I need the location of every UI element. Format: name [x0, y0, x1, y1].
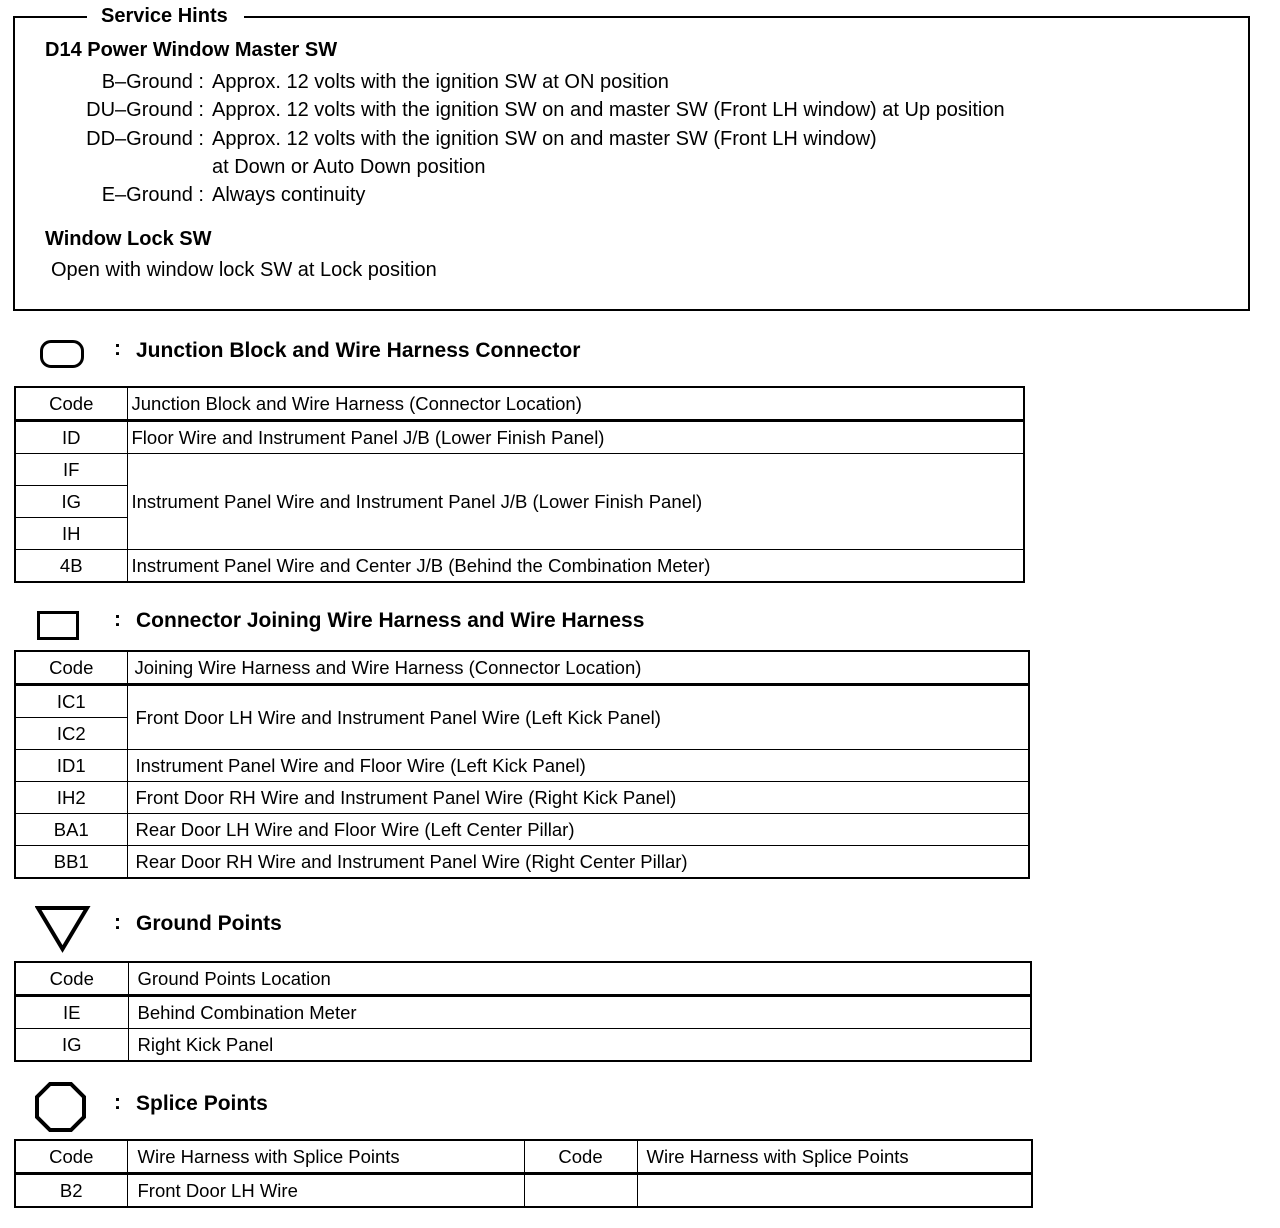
table-row [15, 1174, 1032, 1208]
colon: : [114, 911, 121, 934]
header-code: Code [15, 387, 127, 421]
header-location: Junction Block and Wire Harness (Connector Location) [127, 387, 1024, 421]
table-header [15, 387, 1024, 421]
header-code: Code [15, 1140, 127, 1174]
desc-cell: Right Kick Panel [128, 1029, 1031, 1062]
table-row [15, 454, 1024, 486]
colon: : [114, 608, 121, 631]
header-code: Code [15, 962, 128, 996]
desc-cell: Instrument Panel Wire and Center J/B (Behind the Combination Meter) [127, 550, 1024, 583]
component-title: D14 Power Window Master SW [45, 39, 338, 61]
desc-cell: Instrument Panel Wire and Instrument Panel J/B (Lower Finish Panel) [127, 454, 1024, 550]
service-hints-title: Service Hints [87, 5, 244, 28]
table-row [15, 782, 1029, 814]
table-row [15, 421, 1024, 454]
table-row [15, 685, 1029, 718]
code-cell: 4B [15, 550, 127, 583]
hint-text-continued: at Down or Auto Down position [212, 156, 486, 178]
hint-text: Approx. 12 volts with the ignition SW at ON position [212, 71, 669, 93]
hint-label: B–Ground : [101, 71, 204, 93]
code-cell: BA1 [15, 814, 127, 846]
octagon-icon [34, 1081, 88, 1133]
desc-cell: Rear Door LH Wire and Floor Wire (Left Center Pillar) [127, 814, 1029, 846]
table-row [15, 550, 1024, 583]
table-header [15, 651, 1029, 685]
header-location: Ground Points Location [128, 962, 1031, 996]
junction-section-title: Junction Block and Wire Harness Connector [136, 339, 581, 362]
hint-text: Always continuity [212, 184, 366, 206]
desc-cell: Behind Combination Meter [128, 996, 1031, 1029]
triangle-icon [35, 905, 91, 953]
splice-section-title: Splice Points [136, 1092, 268, 1115]
code-cell: IE [15, 996, 128, 1029]
desc-cell: Front Door RH Wire and Instrument Panel Wire (Right Kick Panel) [127, 782, 1029, 814]
code-cell: ID [15, 421, 127, 454]
header-harness: Wire Harness with Splice Points [127, 1140, 524, 1174]
window-lock-title: Window Lock SW [45, 228, 212, 250]
hint-text: Approx. 12 volts with the ignition SW on and master SW (Front LH window) at Up position [212, 99, 1005, 121]
colon: : [114, 337, 121, 360]
hint-text: Approx. 12 volts with the ignition SW on and master SW (Front LH window) [212, 128, 877, 150]
header-code: Code [15, 651, 127, 685]
splice-table [14, 1139, 1033, 1208]
ground-table [14, 961, 1032, 1062]
desc-cell: Front Door LH Wire and Instrument Panel Wire (Left Kick Panel) [127, 685, 1029, 750]
hint-label: E–Ground : [101, 184, 204, 206]
table-row [15, 750, 1029, 782]
hint-label: DU–Ground : [86, 99, 204, 121]
table-row [15, 996, 1031, 1029]
header-location: Joining Wire Harness and Wire Harness (Connector Location) [127, 651, 1029, 685]
hint-label: DD–Ground : [86, 128, 204, 150]
code-cell: BB1 [15, 846, 127, 879]
table-header [15, 962, 1031, 996]
table-row [15, 1029, 1031, 1062]
code-cell: IH [15, 518, 127, 550]
table-header [15, 1140, 1032, 1174]
code-cell: IF [15, 454, 127, 486]
header-harness-2: Wire Harness with Splice Points [637, 1140, 1032, 1174]
desc-cell-2 [637, 1174, 1032, 1208]
square-icon [37, 611, 79, 640]
code-cell: IC1 [15, 685, 127, 718]
code-cell: ID1 [15, 750, 127, 782]
code-cell: B2 [15, 1174, 127, 1208]
desc-cell: Floor Wire and Instrument Panel J/B (Lower Finish Panel) [127, 421, 1024, 454]
code-cell-2 [524, 1174, 637, 1208]
code-cell: IH2 [15, 782, 127, 814]
table-row [15, 814, 1029, 846]
code-cell: IC2 [15, 718, 127, 750]
desc-cell: Rear Door RH Wire and Instrument Panel Wire (Right Center Pillar) [127, 846, 1029, 879]
junction-table [14, 386, 1025, 583]
desc-cell: Instrument Panel Wire and Floor Wire (Left Kick Panel) [127, 750, 1029, 782]
ground-section-title: Ground Points [136, 912, 282, 935]
joining-section-title: Connector Joining Wire Harness and Wire Harness [136, 609, 645, 632]
colon: : [114, 1091, 121, 1114]
desc-cell: Front Door LH Wire [127, 1174, 524, 1208]
joining-table [14, 650, 1030, 879]
code-cell: IG [15, 1029, 128, 1062]
code-cell: IG [15, 486, 127, 518]
table-row [15, 846, 1029, 879]
window-lock-text: Open with window lock SW at Lock position [51, 259, 437, 281]
header-code-2: Code [524, 1140, 637, 1174]
rounded-rect-icon [40, 340, 84, 368]
